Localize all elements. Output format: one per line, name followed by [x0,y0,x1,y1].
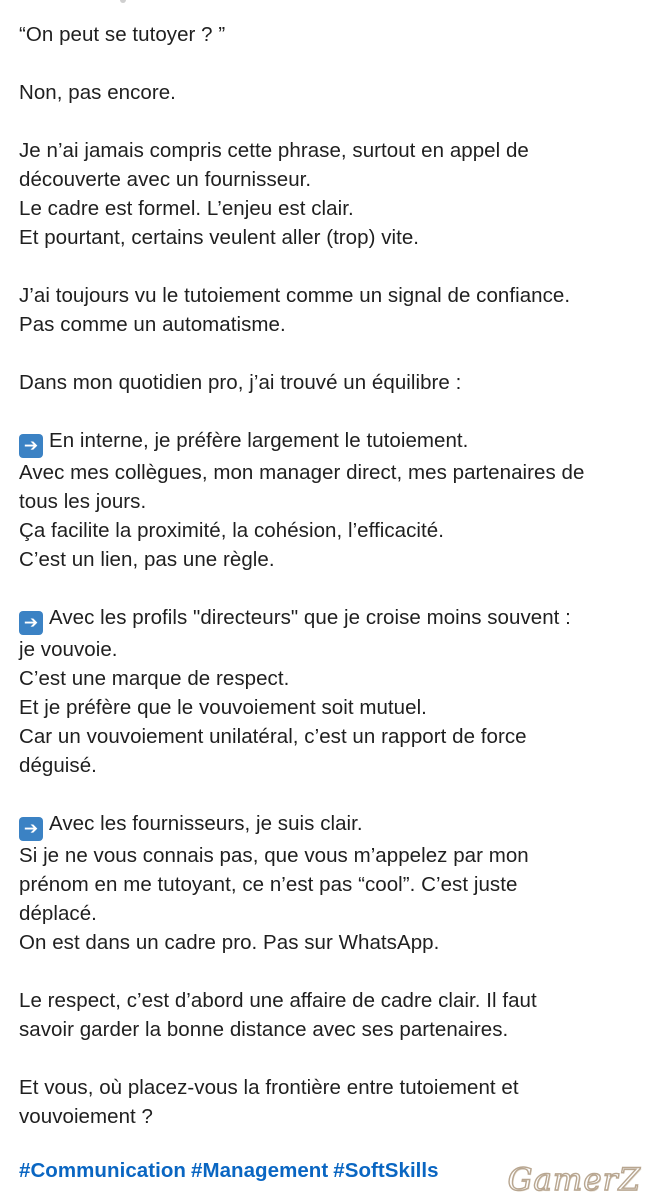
post-line [19,664,637,693]
post-body [19,20,637,1185]
post-paragraph [19,426,637,574]
post-line [19,986,637,1015]
cropped-header-fragment [60,0,240,4]
post-line [19,899,637,928]
post-line [19,136,637,165]
post-line-text: Je n’ai jamais compris cette phrase, surtout en appel de [19,139,529,162]
post-line [19,1102,637,1131]
watermark-logo: GamerZ [507,1162,641,1198]
post-line [19,426,637,458]
post-line-text: Le respect, c’est d’abord une affaire de cadre clair. Il faut [19,989,537,1012]
post-paragraphs [19,20,637,1131]
hashtag-link[interactable]: #Communication [19,1159,186,1182]
post-line-text: Le cadre est formel. L’enjeu est clair. [19,197,354,220]
post-line [19,281,637,310]
post-line-text: J’ai toujours vu le tutoiement comme un signal de confiance. [19,284,571,307]
post-paragraph [19,603,637,780]
post-line [19,78,637,107]
post-paragraph [19,20,637,49]
hashtag-link[interactable]: #SoftSkills [333,1159,439,1182]
post-line-text: déguisé. [19,754,97,777]
right-arrow-icon: ➔ [19,817,43,841]
post-line-text: Et vous, où placez-vous la frontière entre tutoiement et [19,1076,519,1099]
post-line [19,487,637,516]
post-line-text: Non, pas encore. [19,81,176,104]
post-line [19,809,637,841]
post-line-text: Avec mes collègues, mon manager direct, mes partenaires de [19,461,585,484]
post-line-text: prénom en me tutoyant, ce n’est pas “cool”. C’est juste [19,873,518,896]
post-line [19,693,637,722]
post-line-text: vouvoiement ? [19,1105,153,1128]
post-paragraph [19,986,637,1044]
post-line [19,165,637,194]
post-line [19,841,637,870]
post-paragraph [19,78,637,107]
post-line [19,1073,637,1102]
post-line [19,310,637,339]
post-line [19,722,637,751]
post-line-text: tous les jours. [19,490,147,513]
post-line [19,603,637,635]
post-line [19,928,637,957]
post-line-text: Et je préfère que le vouvoiement soit mutuel. [19,696,427,719]
post-line-text: “On peut se tutoyer ? ” [19,23,226,46]
post-line-text: je vouvoie. [19,638,118,661]
post-line-text: découverte avec un fournisseur. [19,168,312,191]
post-line-text: Et pourtant, certains veulent aller (trop) vite. [19,226,420,249]
post-paragraph [19,809,637,957]
post-line-text: Pas comme un automatisme. [19,313,286,336]
post-line [19,870,637,899]
right-arrow-icon: ➔ [19,611,43,635]
post-line [19,516,637,545]
right-arrow-icon: ➔ [19,434,43,458]
post-line [19,751,637,780]
post-paragraph [19,1073,637,1131]
post-line-text: C’est une marque de respect. [19,667,290,690]
post-line [19,545,637,574]
post-line-text: Dans mon quotidien pro, j’ai trouvé un équilibre : [19,371,462,394]
post-line-text: En interne, je préfère largement le tutoiement. [49,429,469,452]
post-line-text: Si je ne vous connais pas, que vous m’appelez par mon [19,844,529,867]
post-line-text: Avec les profils "directeurs" que je croise moins souvent : [49,606,571,629]
post-line-text: Avec les fournisseurs, je suis clair. [49,812,363,835]
post-line [19,1015,637,1044]
post-paragraph [19,281,637,339]
post-line [19,223,637,252]
post-line-text: Ça facilite la proximité, la cohésion, l’efficacité. [19,519,444,542]
post-line [19,20,637,49]
post-line-text: savoir garder la bonne distance avec ses partenaires. [19,1018,509,1041]
post-line [19,635,637,664]
post-line-text: On est dans un cadre pro. Pas sur WhatsApp. [19,931,440,954]
hashtag-link[interactable]: #Management [191,1159,329,1182]
post-paragraph [19,368,637,397]
post-line-text: C’est un lien, pas une règle. [19,548,275,571]
post-paragraph [19,136,637,252]
post-line [19,194,637,223]
post-line-text: déplacé. [19,902,97,925]
post-line [19,458,637,487]
post-line-text: Car un vouvoiement unilatéral, c’est un rapport de force [19,725,527,748]
post-line [19,368,637,397]
